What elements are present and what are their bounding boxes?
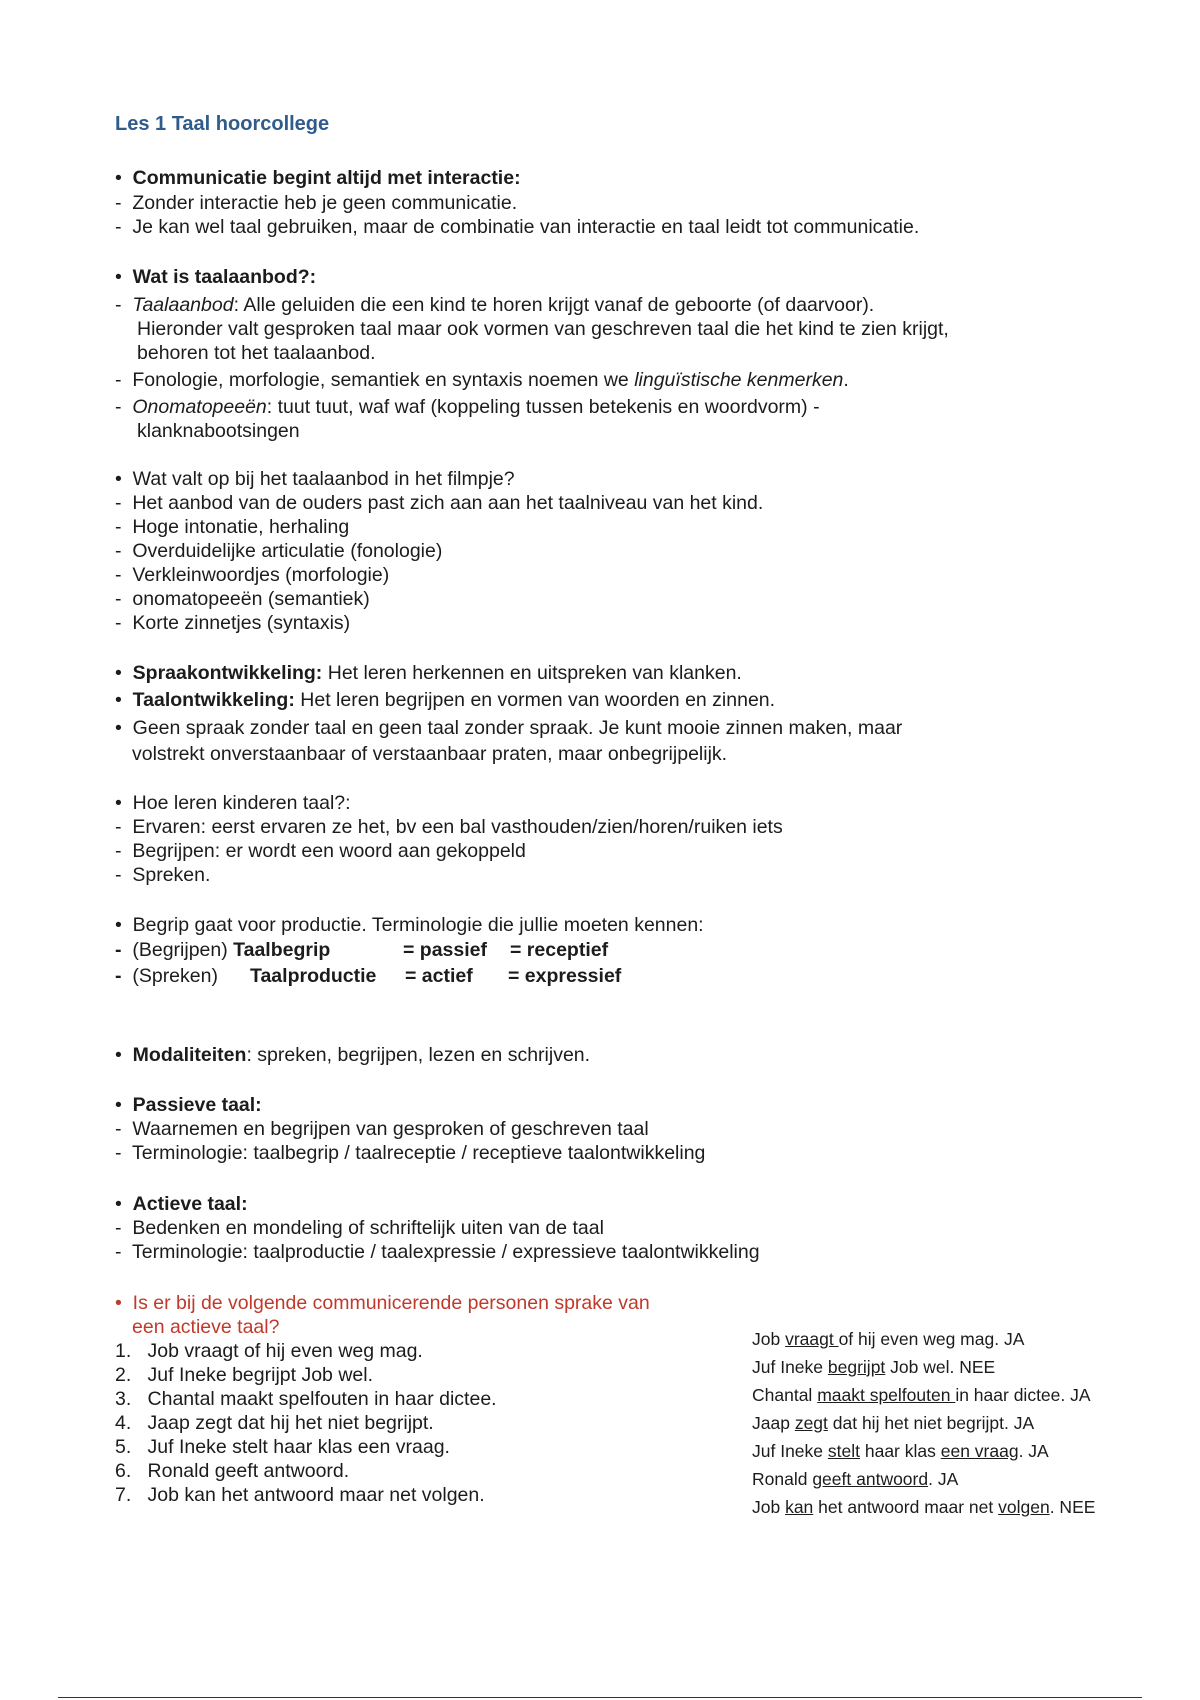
item-text: Chantal maakt spelfouten in haar dictee.	[147, 1388, 497, 1410]
term-equivalent: = passief	[403, 939, 488, 961]
bullet-glyph: •	[115, 717, 122, 739]
dash-glyph: -	[115, 369, 122, 391]
item-text: : tuut tuut, waf waf (koppeling tussen betekenis en woordvorm) -	[266, 396, 820, 418]
dash-glyph: -	[115, 294, 122, 316]
answer-text: dat hij het niet begrijpt. JA	[827, 1413, 1035, 1433]
section-heading: Wat is taalaanbod?:	[132, 266, 317, 288]
item-text: Waarnemen en begrijpen van gesproken of geschreven taal	[132, 1118, 649, 1140]
term-bold: Modaliteiten	[132, 1044, 247, 1066]
dash-item	[115, 368, 849, 392]
dash-glyph: -	[115, 540, 122, 562]
section-heading: Wat valt op bij het taalaanbod in het filmpje?	[132, 468, 515, 490]
bullet-glyph: •	[115, 1292, 122, 1314]
item-text: Job kan het antwoord maar net volgen.	[147, 1484, 485, 1506]
bullet-item	[115, 1093, 262, 1117]
document-title: Les 1 Taal hoorcollege	[115, 113, 330, 135]
answer-line	[752, 1384, 1091, 1406]
answer-text: in haar dictee. JA	[955, 1385, 1091, 1405]
numbered-item	[115, 1363, 373, 1387]
dash-glyph: -	[115, 939, 122, 961]
item-text: : Alle geluiden die een kind te horen krijgt vanaf de geboorte (of daarvoor).	[233, 294, 875, 316]
section-heading: Communicatie begint altijd met interactie:	[132, 167, 521, 189]
dash-item	[115, 515, 349, 539]
term-equivalent: = expressief	[508, 965, 622, 987]
bullet-glyph: •	[115, 689, 122, 711]
answer-text: Juf Ineke	[752, 1357, 828, 1377]
dash-item	[115, 815, 783, 839]
numbered-item	[115, 1387, 497, 1411]
item-continuation: klanknabootsingen	[137, 420, 300, 442]
item-continuation: behoren tot het taalaanbod.	[137, 342, 376, 364]
dash-glyph: -	[115, 492, 122, 514]
dash-glyph: -	[115, 588, 122, 610]
term-context: (Begrijpen)	[132, 939, 234, 961]
answer-underlined: stelt	[827, 1441, 860, 1461]
dash-item	[115, 611, 350, 635]
term-italic: Taalaanbod	[132, 294, 234, 316]
item-text: Fonologie, morfologie, semantiek en syntaxis noemen we	[132, 369, 635, 391]
numbered-item	[115, 1483, 485, 1507]
dash-glyph: -	[115, 965, 122, 987]
bullet-item	[115, 913, 704, 937]
item-text: Geen spraak zonder taal en geen taal zonder spraak. Je kunt mooie zinnen maken, maar	[132, 717, 903, 739]
item-text: Juf Ineke stelt haar klas een vraag.	[147, 1436, 450, 1458]
bullet-item	[115, 1043, 590, 1067]
item-text: Ronald geeft antwoord.	[147, 1460, 350, 1482]
answer-underlined: zegt	[794, 1413, 828, 1433]
item-text: Terminologie: taalproductie / taalexpressie / expressieve taalontwikkeling	[131, 1241, 760, 1263]
dash-item	[115, 293, 874, 317]
section-heading: Actieve taal:	[132, 1193, 248, 1215]
bullet-item	[115, 1192, 248, 1216]
dash-item	[115, 1240, 760, 1264]
term-context: (Spreken)	[132, 965, 218, 987]
dash-item	[115, 491, 763, 515]
item-text: Verkleinwoordjes (morfologie)	[132, 564, 390, 586]
bullet-glyph: •	[115, 1044, 122, 1066]
answer-text: . JA	[1018, 1441, 1049, 1461]
terminology-row	[115, 938, 330, 962]
answer-underlined: maakt spelfouten	[817, 1385, 956, 1405]
dash-item	[115, 215, 919, 239]
bullet-glyph: •	[115, 167, 122, 189]
answer-underlined: volgen	[998, 1497, 1050, 1517]
answer-text: het antwoord maar net	[813, 1497, 999, 1517]
bullet-glyph: •	[115, 1193, 122, 1215]
item-text: Overduidelijke articulatie (fonologie)	[132, 540, 443, 562]
bullet-glyph: •	[115, 266, 122, 288]
dash-glyph: -	[115, 1142, 122, 1164]
section-heading: Passieve taal:	[132, 1094, 262, 1116]
dash-item	[115, 191, 517, 215]
item-number: 5.	[115, 1436, 132, 1458]
dash-glyph: -	[115, 516, 122, 538]
answer-text: of hij even weg mag. JA	[838, 1329, 1025, 1349]
item-text: Zonder interactie heb je geen communicatie.	[132, 192, 518, 214]
item-continuation: Hieronder valt gesproken taal maar ook vormen van geschreven taal die het kind te zien krijgt,	[137, 318, 949, 340]
dash-glyph: -	[115, 564, 122, 586]
question-continuation: een actieve taal?	[132, 1316, 280, 1338]
answer-text: Jaap	[752, 1413, 795, 1433]
term-bold: Taalbegrip	[233, 939, 331, 961]
answer-line	[752, 1496, 1095, 1518]
dash-item	[115, 863, 210, 887]
item-number: 2.	[115, 1364, 132, 1386]
item-text: Job vraagt of hij even weg mag.	[147, 1340, 423, 1362]
dash-item	[115, 1141, 705, 1165]
item-text: Jaap zegt dat hij het niet begrijpt.	[147, 1412, 434, 1434]
bullet-item	[115, 688, 775, 712]
bullet-glyph: •	[115, 914, 122, 936]
dash-item	[115, 1117, 649, 1141]
answer-underlined: begrijpt	[827, 1357, 886, 1377]
dash-glyph: -	[115, 192, 122, 214]
item-text: Het leren herkennen en uitspreken van klanken.	[322, 662, 742, 684]
dash-item	[115, 563, 389, 587]
item-number: 3.	[115, 1388, 132, 1410]
dash-glyph: -	[115, 612, 122, 634]
dash-glyph: -	[115, 396, 122, 418]
answer-text: Job	[752, 1497, 786, 1517]
answer-text: . JA	[928, 1469, 959, 1489]
answer-text: Juf Ineke	[752, 1441, 828, 1461]
numbered-item	[115, 1411, 434, 1435]
item-text: : spreken, begrijpen, lezen en schrijven.	[246, 1044, 591, 1066]
footer-rule	[58, 1697, 1142, 1698]
item-text: Het leren begrijpen en vormen van woorden en zinnen.	[294, 689, 776, 711]
question-heading	[115, 1291, 650, 1315]
answer-underlined: geeft antwoord	[812, 1469, 929, 1489]
item-number: 4.	[115, 1412, 132, 1434]
numbered-item	[115, 1459, 349, 1483]
term-italic: Onomatopeeën	[132, 396, 267, 418]
answer-line	[752, 1328, 1024, 1350]
dash-glyph: -	[115, 216, 122, 238]
item-text: Ervaren: eerst ervaren ze het, bv een bal vasthouden/zien/horen/ruiken iets	[132, 816, 783, 838]
bullet-glyph: •	[115, 468, 122, 490]
answer-underlined: een vraag	[940, 1441, 1019, 1461]
answer-text: . NEE	[1049, 1497, 1096, 1517]
bullet-glyph: •	[115, 1094, 122, 1116]
dash-item	[115, 839, 526, 863]
section-heading: Hoe leren kinderen taal?:	[132, 792, 351, 814]
item-text: onomatopeeën (semantiek)	[132, 588, 370, 610]
dash-glyph: -	[115, 1241, 122, 1263]
item-text: Spreken.	[132, 864, 211, 886]
answer-text: haar klas	[860, 1441, 941, 1461]
item-number: 6.	[115, 1460, 132, 1482]
numbered-item	[115, 1339, 423, 1363]
dash-glyph: -	[115, 840, 122, 862]
item-text: Korte zinnetjes (syntaxis)	[132, 612, 351, 634]
item-text: Begrijpen: er wordt een woord aan gekoppeld	[132, 840, 526, 862]
answer-text: Job wel. NEE	[885, 1357, 996, 1377]
answer-underlined: vraagt	[785, 1329, 839, 1349]
dash-item	[115, 395, 820, 419]
dash-item	[115, 539, 442, 563]
dash-glyph: -	[115, 1217, 122, 1239]
item-number: 7.	[115, 1484, 132, 1506]
answer-line	[752, 1356, 995, 1378]
answer-text: Ronald	[752, 1469, 813, 1489]
bullet-item	[115, 716, 902, 740]
term-equivalent: = actief	[405, 965, 473, 987]
item-text: Je kan wel taal gebruiken, maar de combinatie van interactie en taal leidt tot communicatie.	[132, 216, 920, 238]
answer-line	[752, 1440, 1049, 1462]
bullet-item	[115, 265, 316, 289]
term-bold: Taalproductie	[250, 965, 377, 987]
answer-underlined: kan	[785, 1497, 814, 1517]
item-text: Het aanbod van de ouders past zich aan aan het taalniveau van het kind.	[132, 492, 764, 514]
bullet-item	[115, 467, 515, 491]
dash-glyph: -	[115, 1118, 122, 1140]
dash-glyph: -	[115, 864, 122, 886]
bullet-glyph: •	[115, 662, 122, 684]
answer-line	[752, 1412, 1034, 1434]
bullet-item	[115, 791, 351, 815]
question-text: Is er bij de volgende communicerende personen sprake van	[132, 1292, 650, 1314]
item-text: Juf Ineke begrijpt Job wel.	[147, 1364, 373, 1386]
numbered-item	[115, 1435, 450, 1459]
term-bold: Taalontwikkeling:	[132, 689, 295, 711]
bullet-glyph: •	[115, 792, 122, 814]
item-text: Bedenken en mondeling of schriftelijk uiten van de taal	[132, 1217, 604, 1239]
item-text: Terminologie: taalbegrip / taalreceptie / receptieve taalontwikkeling	[131, 1142, 706, 1164]
item-continuation: volstrekt onverstaanbaar of verstaanbaar praten, maar onbegrijpelijk.	[132, 743, 728, 765]
terminology-row	[115, 964, 218, 988]
item-number: 1.	[115, 1340, 132, 1362]
bullet-item	[115, 166, 521, 190]
section-heading: Begrip gaat voor productie. Terminologie die jullie moeten kennen:	[132, 914, 704, 936]
item-text: .	[843, 369, 849, 391]
term-bold: Spraakontwikkeling:	[132, 662, 323, 684]
term-equivalent: = receptief	[510, 939, 609, 961]
dash-item	[115, 587, 370, 611]
bullet-item	[115, 661, 742, 685]
answer-line	[752, 1468, 958, 1490]
term-italic: linguïstische kenmerken	[634, 369, 844, 391]
answer-text: Job	[752, 1329, 786, 1349]
dash-glyph: -	[115, 816, 122, 838]
answer-text: Chantal	[752, 1385, 818, 1405]
dash-item	[115, 1216, 604, 1240]
item-text: Hoge intonatie, herhaling	[132, 516, 350, 538]
